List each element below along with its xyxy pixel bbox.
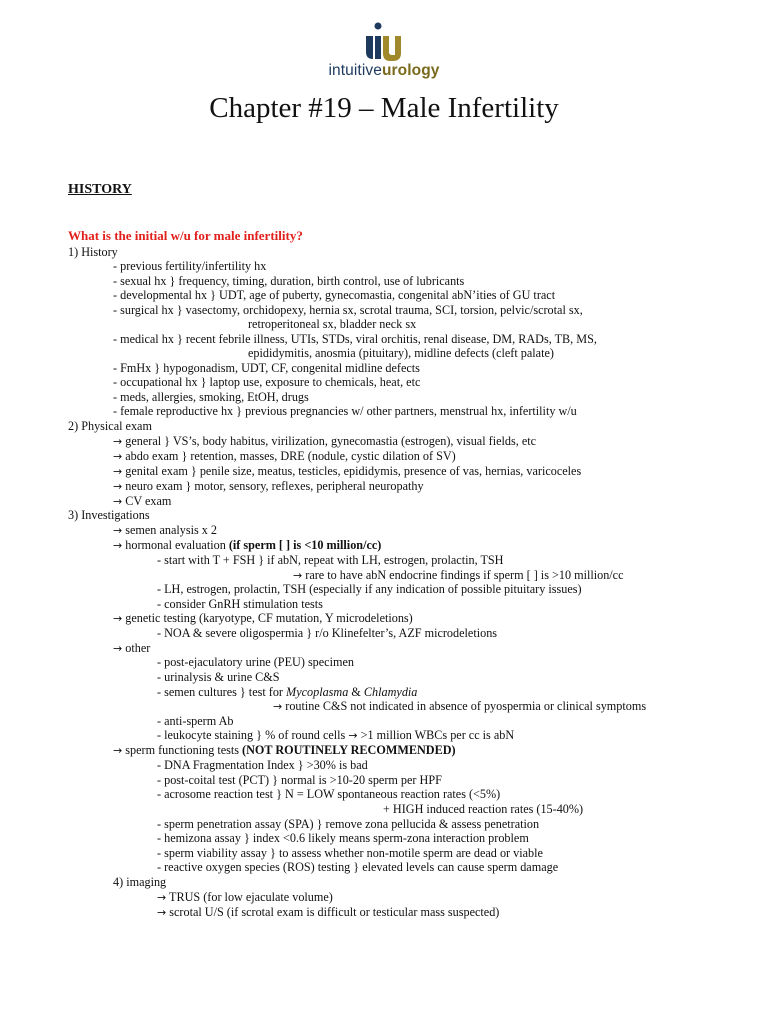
note-line: - meds, allergies, smoking, EtOH, drugs xyxy=(113,390,309,404)
question-heading: What is the initial w/u for male infertility? xyxy=(68,228,303,243)
note-line: → abdo exam } retention, masses, DRE (nodule, cystic dilation of SV) xyxy=(113,449,456,463)
note-line: - surgical hx } vasectomy, orchidopexy, hernia sx, scrotal trauma, SCI, torsion, pelvic/scrotal sx, xyxy=(113,303,583,317)
note-line: → genital exam } penile size, meatus, testicles, epididymis, presence of vas, hernias, varicoceles xyxy=(113,464,582,478)
note-line: - sexual hx } frequency, timing, duration, birth control, use of lubricants xyxy=(113,274,465,288)
arrow-icon: → xyxy=(273,700,283,713)
note-line: - acrosome reaction test } N = LOW spontaneous reaction rates (<5%) xyxy=(157,787,501,801)
note-line: → CV exam xyxy=(113,494,172,508)
note-line: → routine C&S not indicated in absence of pyospermia or clinical symptoms xyxy=(273,699,647,713)
note-line: - hemizona assay } index <0.6 likely means sperm-zona interaction problem xyxy=(157,831,529,845)
note-line: - urinalysis & urine C&S xyxy=(157,670,280,684)
note-line: - occupational hx } laptop use, exposure to chemicals, heat, etc xyxy=(113,375,421,389)
note-line: - LH, estrogen, prolactin, TSH (especially if any indication of possible pituitary issues) xyxy=(157,582,582,596)
arrow-icon: → xyxy=(348,729,358,742)
arrow-icon: → xyxy=(113,450,123,463)
note-line: - DNA Fragmentation Index } >30% is bad xyxy=(157,758,368,772)
note-line: - start with T + FSH } if abN, repeat with LH, estrogen, prolactin, TSH xyxy=(157,553,504,567)
note-line: → TRUS (for low ejaculate volume) xyxy=(157,890,333,904)
logo-wordmark: intuitiveurology xyxy=(328,62,440,79)
note-line: - consider GnRH stimulation tests xyxy=(157,597,323,611)
note-line: - post-ejaculatory urine (PEU) specimen xyxy=(157,655,354,669)
note-line: - sperm penetration assay (SPA) } remove zona pellucida & assess penetration xyxy=(157,817,540,831)
arrow-icon: → xyxy=(157,906,167,919)
note-line: → sperm functioning tests (NOT ROUTINELY RECOMMENDED) xyxy=(113,743,456,757)
page-title: Chapter #19 – Male Infertility xyxy=(209,92,559,124)
note-line: - reactive oxygen species (ROS) testing } elevated levels can cause sperm damage xyxy=(157,860,559,874)
logo-mark-icon xyxy=(360,22,408,62)
note-line: - previous fertility/infertility hx xyxy=(113,259,267,273)
arrow-icon: → xyxy=(113,465,123,478)
note-line: 4) imaging xyxy=(113,875,167,889)
arrow-icon: → xyxy=(113,524,123,537)
arrow-icon: → xyxy=(157,891,167,904)
note-line: → genetic testing (karyotype, CF mutation, Y microdeletions) xyxy=(113,611,413,625)
note-line: - medical hx } recent febrile illness, UTIs, STDs, viral orchitis, renal disease, DM, RADs, TB, MS, xyxy=(113,332,597,346)
note-line: → hormonal evaluation (if sperm [ ] is <10 million/cc) xyxy=(113,538,382,552)
note-line: - post-coital test (PCT) } normal is >10-20 sperm per HPF xyxy=(157,773,442,787)
note-line: - NOA & severe oligospermia } r/o Klinefelter’s, AZF microdeletions xyxy=(157,626,498,640)
note-line: 3) Investigations xyxy=(68,508,150,522)
note-line: - semen cultures } test for Mycoplasma & Chlamydia xyxy=(157,685,418,699)
note-line: + HIGH induced reaction rates (15-40%) xyxy=(383,802,584,816)
arrow-icon: → xyxy=(113,612,123,625)
note-line: - female reproductive hx } previous pregnancies w/ other partners, menstrual hx, infertility w/u xyxy=(113,404,577,418)
arrow-icon: → xyxy=(113,480,123,493)
note-line: 2) Physical exam xyxy=(68,419,152,433)
note-line: - sperm viability assay } to assess whether non-motile sperm are dead or viable xyxy=(157,846,543,860)
note-line: - developmental hx } UDT, age of puberty, gynecomastia, congenital abN’ities of GU tract xyxy=(113,288,556,302)
note-line: → rare to have abN endocrine findings if sperm [ ] is >10 million/cc xyxy=(293,568,624,582)
note-line: → general } VS’s, body habitus, virilization, gynecomastia (estrogen), visual fields, etc xyxy=(113,434,537,448)
logo xyxy=(318,22,450,82)
note-line: → other xyxy=(113,641,151,655)
arrow-icon: → xyxy=(113,642,123,655)
note-line: retroperitoneal sx, bladder neck sx xyxy=(248,317,417,331)
section-heading: HISTORY xyxy=(68,182,132,197)
note-line: - FmHx } hypogonadism, UDT, CF, congenital midline defects xyxy=(113,361,420,375)
note-line: epididymitis, anosmia (pituitary), midline defects (cleft palate) xyxy=(248,346,554,360)
arrow-icon: → xyxy=(113,744,123,757)
arrow-icon: → xyxy=(113,539,123,552)
note-line: → neuro exam } motor, sensory, reflexes, peripheral neuropathy xyxy=(113,479,424,493)
arrow-icon: → xyxy=(113,495,123,508)
note-line: 1) History xyxy=(68,245,118,259)
arrow-icon: → xyxy=(113,435,123,448)
note-line: - anti-sperm Ab xyxy=(157,714,234,728)
note-line: → scrotal U/S (if scrotal exam is difficult or testicular mass suspected) xyxy=(157,905,500,919)
note-line: - leukocyte staining } % of round cells → >1 million WBCs per cc is abN xyxy=(157,728,515,742)
note-line: → semen analysis x 2 xyxy=(113,523,217,537)
arrow-icon: → xyxy=(293,569,303,582)
